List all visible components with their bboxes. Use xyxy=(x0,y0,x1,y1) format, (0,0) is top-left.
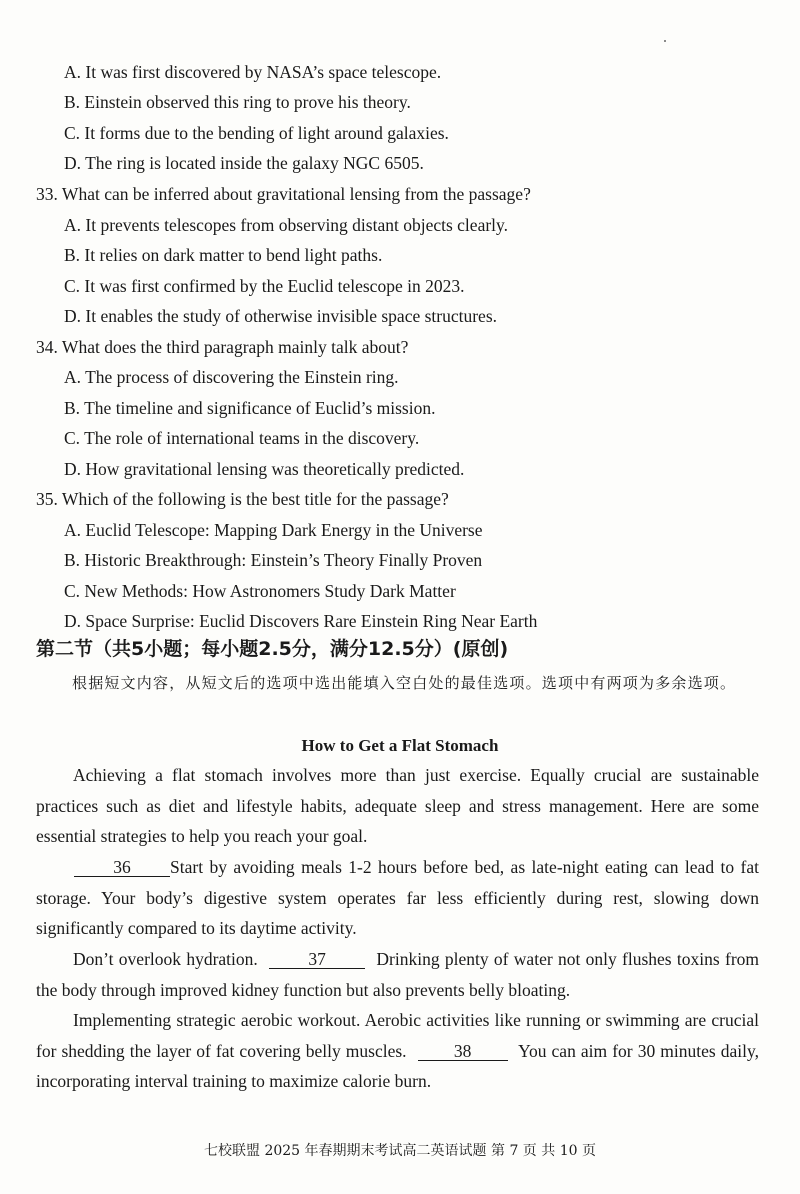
passage-paragraph-3 xyxy=(36,944,759,1005)
q35-option-d: D. Space Surprise: Euclid Discovers Rare Einstein Ring Near Earth xyxy=(64,611,538,631)
paragraph-4-text: You can aim for 30 minutes daily, incorporating interval training to maximize calorie burn. xyxy=(36,1040,759,1091)
q32-option-d: D. The ring is located inside the galaxy NGC 6505. xyxy=(64,153,424,173)
q35-option-c: C. New Methods: How Astronomers Study Dark Matter xyxy=(64,581,456,601)
passage-paragraph-1: Achieving a flat stomach involves more than just exercise. Equally crucial are sustainable practices such as diet and lifestyle habits, adequate sleep and stress management. Here are some essential strategies to help you reach your goal. xyxy=(36,765,759,846)
q34-option-d: D. How gravitational lensing was theoretically predicted. xyxy=(64,459,465,479)
q33-option-c: C. It was first confirmed by the Euclid telescope in 2023. xyxy=(64,276,465,296)
paragraph-3-text: Drinking plenty of water not only flushes toxins from the body through improved kidney function but also prevents belly bloating. xyxy=(36,949,760,1000)
q32-option-c: C. It forms due to the bending of light around galaxies. xyxy=(64,123,449,143)
scan-speck xyxy=(664,40,666,42)
q34-option-c: C. The role of international teams in the discovery. xyxy=(64,428,420,448)
q33-option-a: A. It prevents telescopes from observing distant objects clearly. xyxy=(64,215,509,235)
q33-question: 33. What can be inferred about gravitational lensing from the passage? xyxy=(36,184,531,204)
section-heading: 第二节（共5小题；每小题2.5分，满分12.5分）(原创) xyxy=(36,638,509,660)
passage-paragraph-4 xyxy=(36,1005,759,1097)
q34-option-a: A. The process of discovering the Einstein ring. xyxy=(64,367,399,387)
q32-option-b: B. Einstein observed this ring to prove his theory. xyxy=(64,92,411,112)
passage-paragraph-2 xyxy=(36,852,759,944)
q35-option-a: A. Euclid Telescope: Mapping Dark Energy in the Universe xyxy=(64,520,483,540)
paragraph-2-text: Start by avoiding meals 1-2 hours before bed, as late-night eating can lead to fat storage. Your body’s digestive system operates far less efficiently during rest, slowing down significantly compared to its daytime activity. xyxy=(36,857,759,938)
q32-option-a: A. It was first discovered by NASA’s space telescope. xyxy=(64,62,442,82)
passage-title: How to Get a Flat Stomach xyxy=(301,736,499,755)
q33-option-b: B. It relies on dark matter to bend light paths. xyxy=(64,245,383,265)
blank-36[interactable]: 36 xyxy=(74,858,170,877)
blank-37[interactable]: 37 xyxy=(269,950,365,969)
paragraph-3-lead: Don’t overlook hydration. xyxy=(73,949,258,969)
q34-question: 34. What does the third paragraph mainly talk about? xyxy=(36,337,409,357)
paragraph-4-lead: Implementing strategic aerobic workout. Aerobic activities like running or swimming are crucial for shedding the layer of fat covering belly muscles. xyxy=(36,1010,759,1061)
page-footer: 七校联盟 2025 年春期期末考试高二英语试题 第 7 页 共 10 页 xyxy=(204,1143,596,1159)
section-instruction: 根据短文内容，从短文后的选项中选出能填入空白处的最佳选项。选项中有两项为多余选项。 xyxy=(72,674,737,692)
q34-option-b: B. The timeline and significance of Euclid’s mission. xyxy=(64,398,436,418)
blank-38[interactable]: 38 xyxy=(418,1042,508,1061)
q35-question: 35. Which of the following is the best title for the passage? xyxy=(36,489,449,509)
q35-option-b: B. Historic Breakthrough: Einstein’s Theory Finally Proven xyxy=(64,550,483,570)
q33-option-d: D. It enables the study of otherwise invisible space structures. xyxy=(64,306,498,326)
